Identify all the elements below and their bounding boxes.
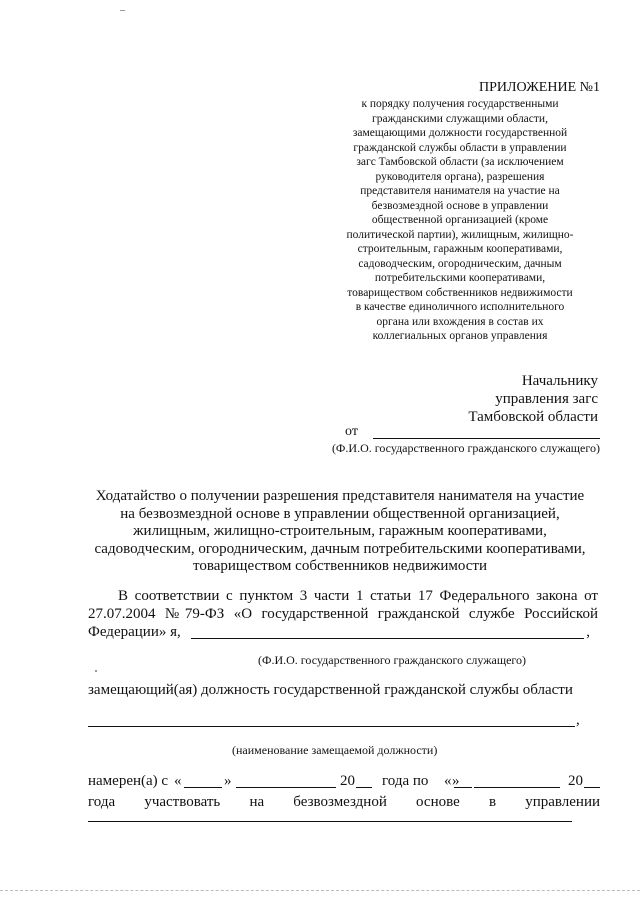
sender-name-blank[interactable] — [373, 438, 600, 439]
body-line: В соответствии с пунктом 3 части 1 статьи 17 Федерального закона от — [118, 588, 598, 604]
word: в — [488, 794, 497, 810]
position-name-blank[interactable] — [88, 726, 575, 727]
position-line: замещающий(ая) должность государственной гражданской службы области — [88, 682, 573, 698]
petition-title-line: жилищным, жилищно-строительным, гаражным кооперативами, — [133, 523, 547, 539]
start-month-blank[interactable] — [236, 787, 336, 788]
punctuation: , — [576, 712, 580, 728]
word: года — [88, 794, 116, 810]
body-line-with-blank — [88, 623, 598, 641]
body-line: 27.07.2004 №79-ФЗ «О государственной гражданской службе Российской — [88, 606, 598, 622]
petition-title-line: на безвозмездной основе в управлении общественной организацией, — [120, 505, 560, 522]
word: основе — [416, 794, 460, 810]
appendix-line: товариществом собственников недвижимости — [347, 286, 573, 299]
petition-title-line: товариществом собственников недвижимости — [193, 558, 487, 574]
appendix-line: представителя нанимателя на участие на — [360, 185, 560, 197]
appendix-line: гражданской службы области в управлении — [353, 141, 567, 154]
end-month-blank[interactable] — [474, 787, 560, 788]
appendix-line: садоводческим, огородническим, дачным — [358, 257, 562, 270]
scan-mark — [120, 10, 125, 11]
position-caption: (наименование замещаемой должности) — [232, 743, 438, 757]
addressee-department: управления загс — [495, 391, 598, 407]
appendix-line: потребительскими кооперативами, — [374, 272, 546, 284]
addressee-region: Тамбовской области — [468, 409, 598, 425]
appendix-line: безвозмездной основе в управлении — [371, 199, 549, 212]
year-to-label: года по — [382, 773, 429, 789]
participation-line — [88, 793, 600, 811]
word: участвовать — [144, 794, 221, 810]
addressee-block — [468, 372, 598, 426]
quote-close: » — [224, 773, 232, 789]
petition-title-line: садоводческим, огородническим, дачным потребительскими кооперативами, — [94, 540, 586, 557]
scan-mark — [95, 670, 97, 672]
from-label: от — [345, 424, 358, 439]
petition-title — [60, 488, 620, 576]
word: на — [249, 794, 265, 810]
start-year-blank[interactable] — [356, 787, 372, 788]
appendix-line: коллегиальных органов управления — [372, 330, 548, 342]
appendix-line: загс Тамбовской области (за исключением — [356, 156, 564, 168]
appendix-line: строительным, гаражным кооперативами, — [357, 243, 563, 255]
organization-name-blank[interactable] — [88, 821, 572, 822]
word: управлении — [525, 794, 600, 810]
appendix-line: гражданскими служащими области, — [372, 112, 548, 125]
appendix-line: руководителя органа), разрешения — [375, 170, 545, 183]
employee-name-caption: (Ф.И.О. государственного гражданского служащего) — [258, 653, 527, 667]
from-row — [345, 424, 600, 440]
sender-caption: (Ф.И.О. государственного гражданского служащего) — [331, 441, 600, 455]
word: безвозмездной — [293, 794, 387, 810]
year-prefix: 20 — [340, 773, 355, 789]
body-line: Федерации» я, — [88, 624, 181, 640]
punctuation: , — [586, 624, 590, 640]
petition-title-line: Ходатайство о получении разрешения представителя нанимателя на участие — [95, 488, 585, 504]
scan-edge — [0, 890, 640, 891]
employee-name-blank[interactable] — [191, 638, 584, 639]
body-paragraph — [88, 587, 598, 641]
appendix-line: в качестве единоличного исполнительного — [355, 301, 565, 313]
appendix-line: к порядку получения государственными — [361, 98, 559, 110]
appendix-title: ПРИЛОЖЕНИЕ №1 — [479, 80, 600, 95]
appendix-line: замещающими должности государственной — [352, 127, 568, 139]
quote-open: « — [174, 773, 182, 789]
dates-line — [88, 772, 600, 790]
intends-label: намерен(а) с — [88, 773, 169, 789]
appendix-line: органа или вхождения в состав их — [376, 315, 544, 328]
end-year-blank[interactable] — [584, 787, 600, 788]
appendix-line: политической партии), жилищным, жилищно- — [346, 228, 574, 241]
quote-open: « — [444, 773, 452, 789]
addressee-title: Начальнику — [521, 373, 598, 389]
quote-close: » — [452, 773, 460, 789]
start-day-blank[interactable] — [184, 787, 222, 788]
appendix-block — [320, 80, 600, 344]
year-prefix: 20 — [568, 773, 583, 789]
appendix-line: общественной организацией (кроме — [371, 214, 549, 226]
